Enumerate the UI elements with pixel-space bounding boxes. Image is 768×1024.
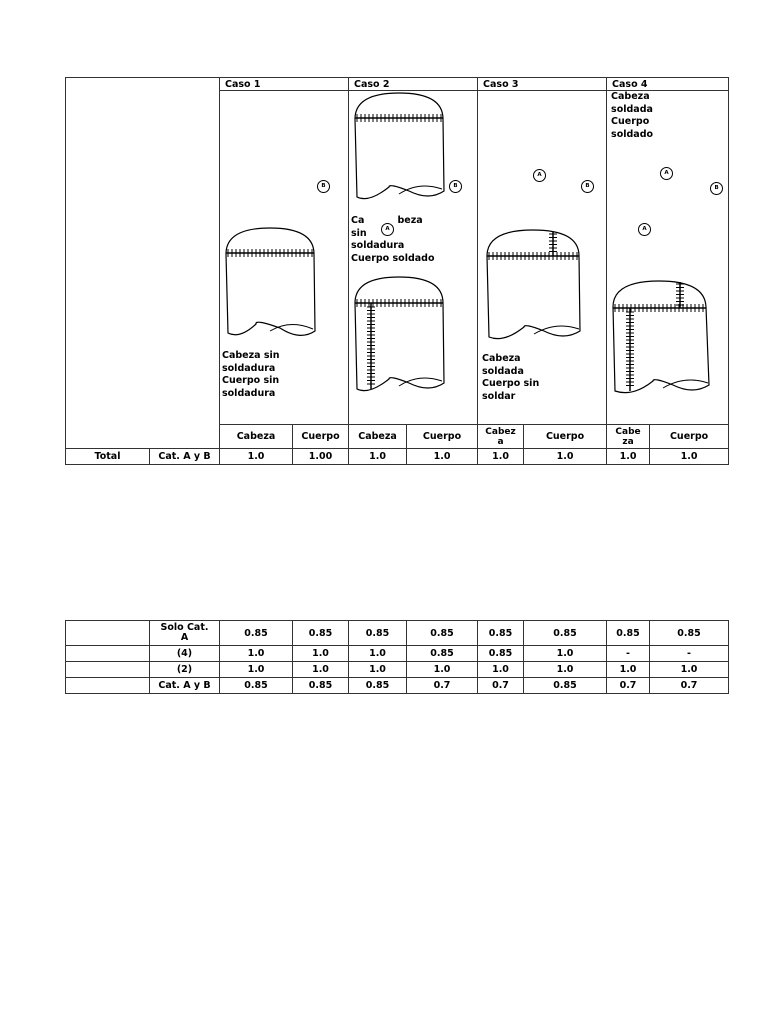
case-4-header: Caso 4	[607, 78, 729, 91]
subheader-cell: Cuerpo	[293, 425, 349, 449]
value-cell: 0.85	[524, 621, 607, 646]
value-cell: 0.85	[293, 678, 349, 694]
subheader-cell: Cabez a	[478, 425, 524, 449]
case-2-diagram-cell	[349, 91, 478, 425]
blank-cell	[66, 621, 150, 646]
case-2-header: Caso 2	[349, 78, 478, 91]
row-label: Solo Cat. A	[150, 621, 220, 646]
efficiency-table-categories	[65, 620, 729, 694]
value-cell: 1.0	[407, 449, 478, 465]
marker-a: A	[533, 169, 546, 182]
value-cell: 1.0	[407, 662, 478, 678]
value-cell: 0.85	[478, 646, 524, 662]
marker-b: B	[449, 180, 462, 193]
case-3-header: Caso 3	[478, 78, 607, 91]
row-label: (2)	[150, 662, 220, 678]
subheader-cell: Cabeza	[349, 425, 407, 449]
case-1-diagram-cell	[220, 91, 349, 425]
case-4-caption: Cabeza soldada Cuerpo soldado	[611, 91, 654, 140]
value-cell: 0.7	[407, 678, 478, 694]
value-cell: 0.7	[607, 678, 650, 694]
case-2-caption: Ca beza sin soldadura Cuerpo soldado	[351, 215, 435, 264]
value-cell: 1.0	[607, 662, 650, 678]
subheader-cell: Cabeza	[220, 425, 293, 449]
subheader-cell: Cuerpo	[407, 425, 478, 449]
value-cell: 1.0	[293, 646, 349, 662]
marker-a: A	[381, 223, 394, 236]
value-cell: 1.0	[524, 449, 607, 465]
value-cell: 0.7	[478, 678, 524, 694]
value-cell: 1.0	[524, 662, 607, 678]
row-label: (4)	[150, 646, 220, 662]
marker-b: B	[710, 182, 723, 195]
case-1-header: Caso 1	[220, 78, 349, 91]
case-4-diagram-cell	[607, 91, 729, 425]
efficiency-table-cases	[65, 77, 729, 465]
value-cell: 1.0	[220, 646, 293, 662]
value-cell: -	[607, 646, 650, 662]
value-cell: 1.0	[478, 449, 524, 465]
row-label: Cat. A y B	[150, 678, 220, 694]
marker-a: A	[660, 167, 673, 180]
value-cell: 0.85	[220, 621, 293, 646]
value-cell: 0.85	[349, 678, 407, 694]
value-cell: 0.85	[407, 621, 478, 646]
value-cell: 1.0	[478, 662, 524, 678]
subheader-cell: Cuerpo	[650, 425, 729, 449]
value-cell: 1.0	[607, 449, 650, 465]
value-cell: 1.0	[650, 449, 729, 465]
blank-corner-cell	[66, 78, 220, 449]
value-cell: 1.0	[220, 662, 293, 678]
marker-b: B	[581, 180, 594, 193]
value-cell: 1.0	[220, 449, 293, 465]
value-cell: -	[650, 646, 729, 662]
blank-cell	[66, 678, 150, 694]
marker-a: A	[638, 223, 651, 236]
value-cell: 1.0	[349, 662, 407, 678]
value-cell: 0.7	[650, 678, 729, 694]
case-1-caption: Cabeza sin soldadura Cuerpo sin soldadura	[222, 350, 280, 399]
value-cell: 0.85	[524, 678, 607, 694]
value-cell: 1.00	[293, 449, 349, 465]
value-cell: 0.85	[349, 621, 407, 646]
subheader-cell: Cuerpo	[524, 425, 607, 449]
case-3-caption: Cabeza soldada Cuerpo sin soldar	[482, 353, 540, 402]
value-cell: 0.85	[478, 621, 524, 646]
value-cell: 0.85	[607, 621, 650, 646]
case-3-diagram-cell	[478, 91, 607, 425]
value-cell: 0.85	[220, 678, 293, 694]
value-cell: 0.85	[407, 646, 478, 662]
value-cell: 0.85	[293, 621, 349, 646]
total-label: Total	[66, 449, 150, 465]
marker-b: B	[317, 180, 330, 193]
value-cell: 1.0	[349, 449, 407, 465]
value-cell: 0.85	[650, 621, 729, 646]
blank-cell	[66, 646, 150, 662]
value-cell: 1.0	[650, 662, 729, 678]
value-cell: 1.0	[524, 646, 607, 662]
subheader-cell: Cabe za	[607, 425, 650, 449]
value-cell: 1.0	[349, 646, 407, 662]
value-cell: 1.0	[293, 662, 349, 678]
total-category: Cat. A y B	[150, 449, 220, 465]
blank-cell	[66, 662, 150, 678]
